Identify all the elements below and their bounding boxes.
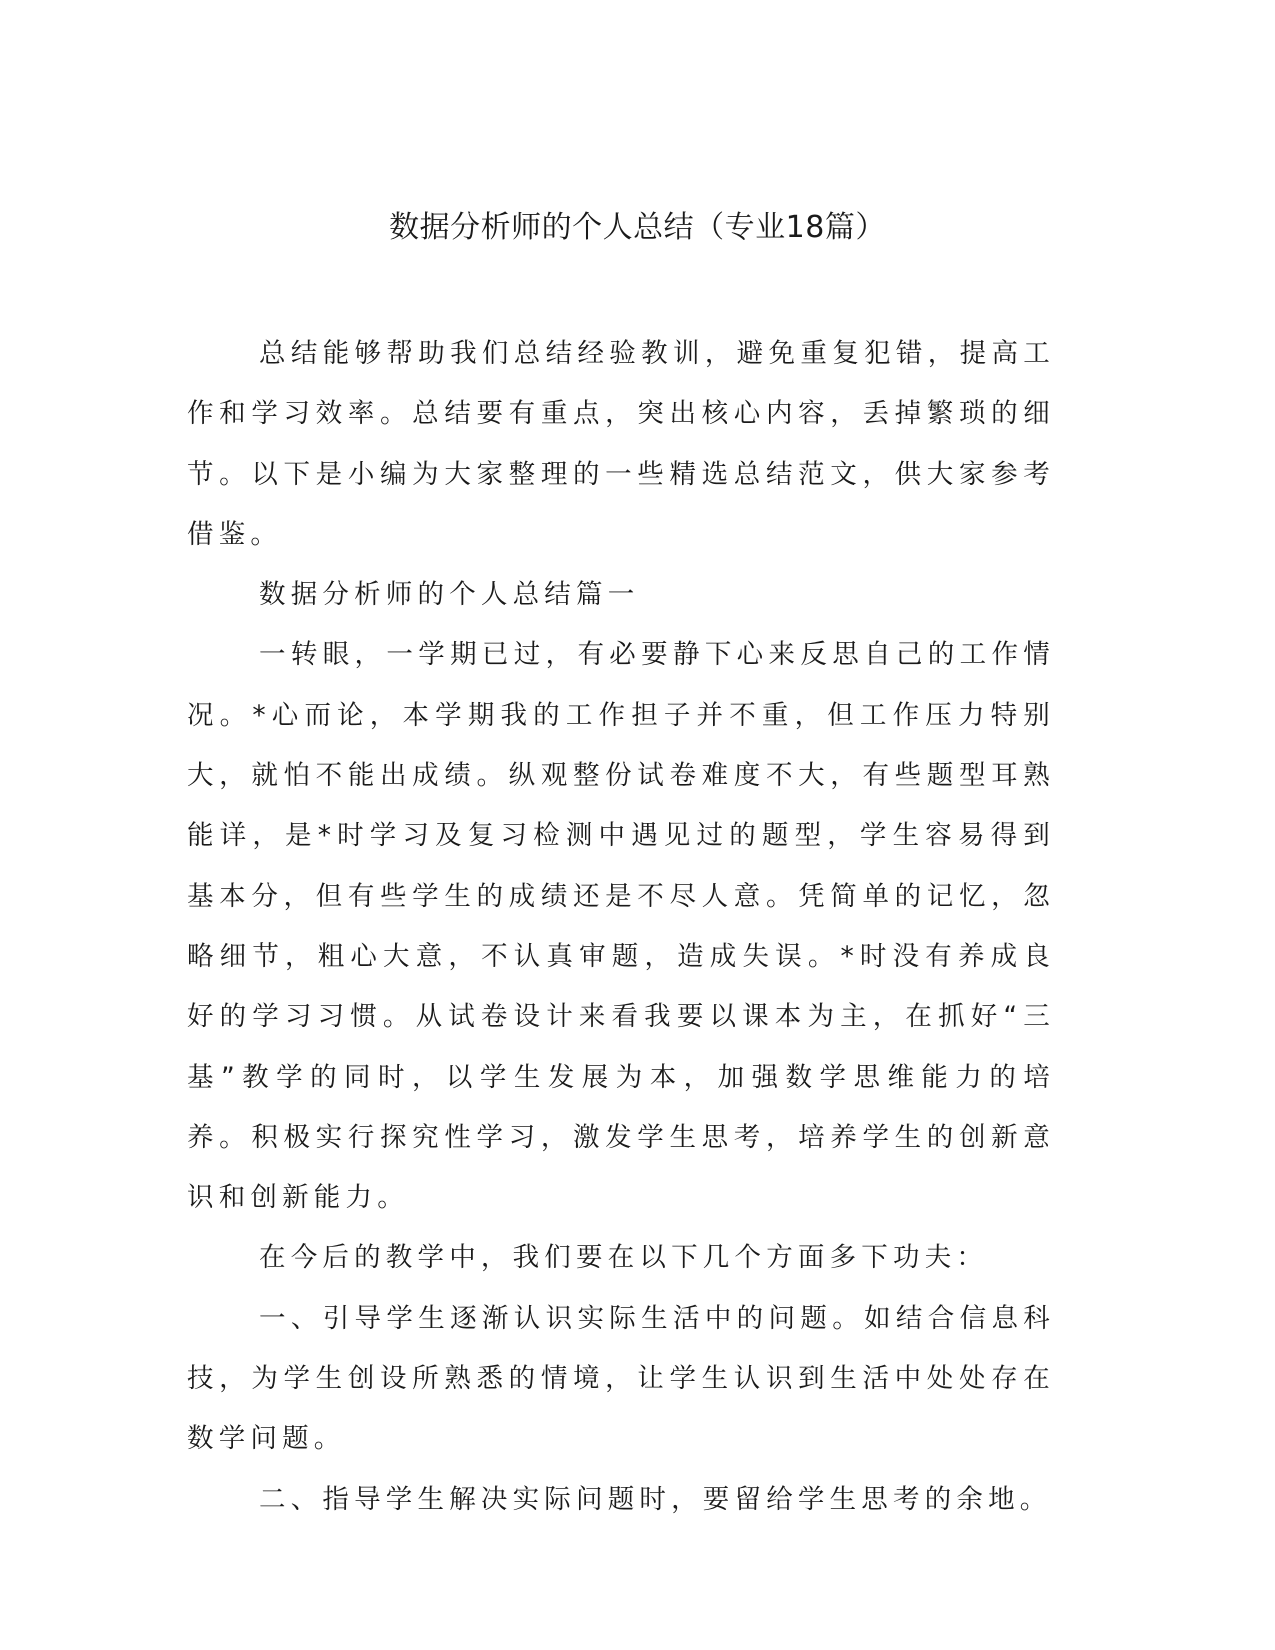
document-body — [187, 324, 1055, 1530]
document-title: 数据分析师的个人总结（专业18篇） — [389, 210, 886, 245]
body-paragraph: 在今后的教学中，我们要在以下几个方面多下功夫： — [259, 1242, 989, 1274]
intro-paragraph: 总结能够帮助我们总结经验教训，避免重复犯错，提高工作和学习效率。总结要有重点，突出核心内容，丢掉繁琐的细节。以下是小编为大家整理的一些精选总结范文，供大家参考借鉴。 — [187, 338, 1055, 550]
body-paragraph: 一转眼，一学期已过，有必要静下心来反思自己的工作情况。*心而论，本学期我的工作担子并不重，但工作压力特别大，就怕不能出成绩。纵观整份试卷难度不大，有些题型耳熟能详，是*时学习及复习检测中遇见过的题型，学生容易得到基本分，但有些学生的成绩还是不尽人意。凭简单的记忆，忽略细节，粗心大意，不认真审题，造成失误。*时没有养成良好的学习习惯。从试卷设计来看我要以课本为主，在抓好“三基”教学的同时，以学生发展为本，加强数学思维能力的培养。积极实行探究性学习，激发学生思考，培养学生的创新意识和创新能力。 — [187, 639, 1055, 1214]
list-item: 一、引导学生逐渐认识实际生活中的问题。如结合信息科技，为学生创设所熟悉的情境，让学生认识到生活中处处存在数学问题。 — [187, 1302, 1055, 1455]
section-heading: 数据分析师的个人总结篇一 — [259, 579, 640, 611]
list-item: 二、指导学生解决实际问题时，要留给学生思考的余地。 — [259, 1483, 1052, 1515]
